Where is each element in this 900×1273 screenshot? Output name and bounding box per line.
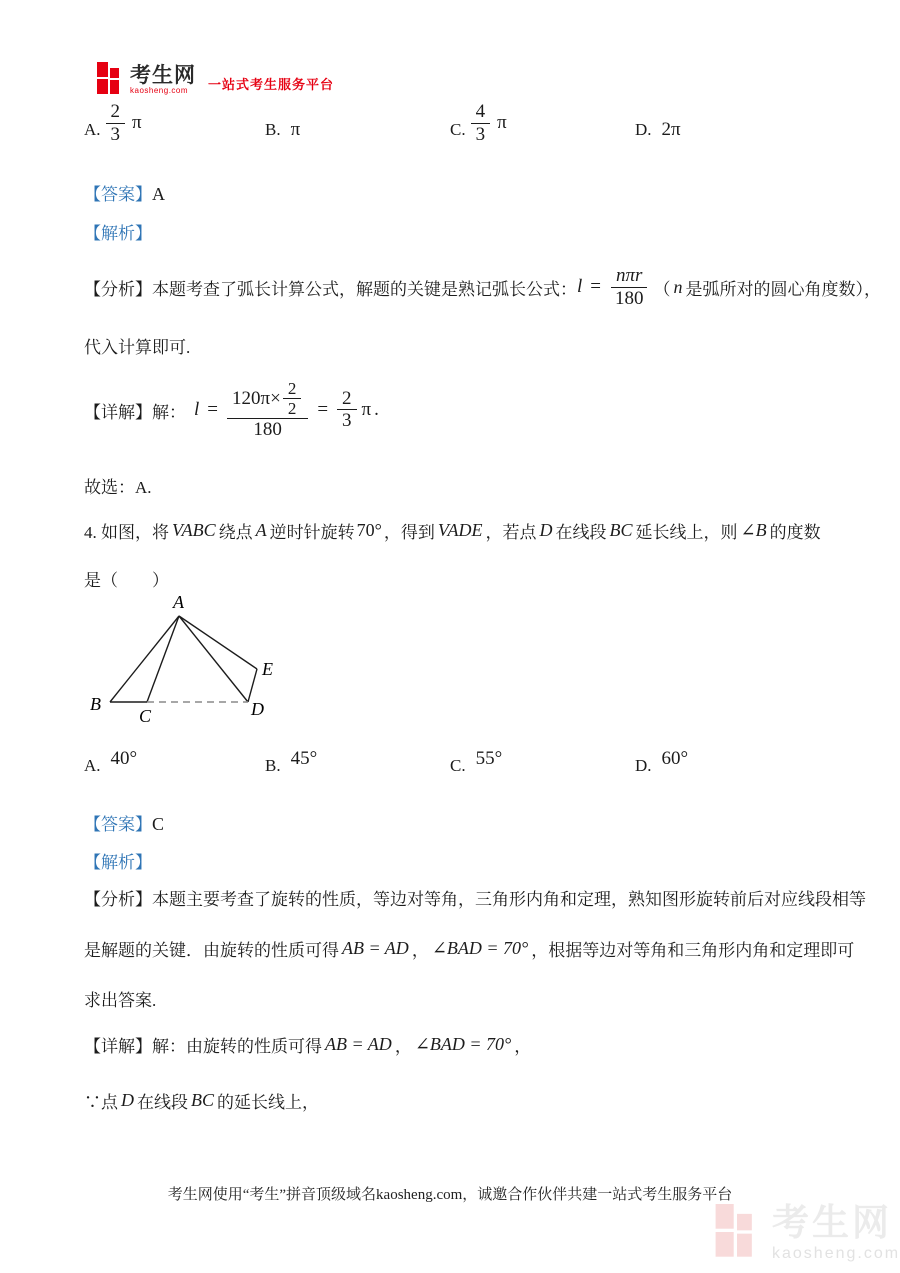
q3-explain-tag: 【解析】 [84, 224, 152, 243]
q3-detail-result-pi: π [361, 398, 372, 420]
q3-detail-result-fraction: $\frac{2}{3}$ [337, 388, 357, 432]
q4-answer-tag: 【答案】 [84, 815, 152, 834]
q3-detail-prefix: 解： [152, 402, 186, 422]
q4-analysis-line2: 是解题的关键．由旋转的性质可得 AB = AD ， ∠BAD = 70° ，根据等边对等角和三角形内角和定理即可 [84, 938, 855, 960]
q3-options-row [84, 98, 864, 148]
watermark-brand-name: 考生网 [772, 1202, 892, 1243]
q3-detail-big-fraction: 120π× $\frac{2}{2}$ 180 [227, 379, 308, 440]
q4-option-c: C. 55° [450, 748, 503, 775]
q3-analysis-var-n: n [673, 276, 683, 297]
q3-option-a [84, 101, 144, 145]
q3-analysis-line [84, 256, 881, 318]
q3-option-a-label: A. [84, 120, 101, 139]
q3-analysis-after-text: 是弧所对的圆心角度数）， [685, 279, 881, 299]
q4-detail-line2: ∵点 D 在线段 BC 的延长线上， [84, 1090, 320, 1112]
figure-label-B: B [90, 694, 101, 714]
q4-answer-line [84, 810, 164, 835]
watermark-brand-domain: kaosheng.com [772, 1245, 900, 1262]
q3-analysis-text: 本题考查了弧长计算公式，解题的关键是熟记弧长公式： [152, 279, 577, 299]
logo-brand-domain: kaosheng.com [130, 86, 189, 96]
q4-analysis-line1: 【分析】本题主要考查了旋转的性质，等边对等角，三角形内角和定理，熟知图形旋转前后对应线段相等 [84, 890, 866, 909]
q3-option-b-value: π [290, 119, 301, 140]
q3-option-a-pi: π [132, 112, 142, 133]
q4-option-b: B. 45° [265, 748, 318, 775]
q3-option-b [265, 119, 300, 141]
q4-rotation-figure [88, 593, 318, 735]
q3-option-c [450, 101, 509, 145]
q3-analysis-paren-open: （ [653, 279, 671, 299]
arc-length-fraction: $\frac{\text{nπr}}{180}$ [610, 265, 649, 309]
figure-label-C: C [139, 706, 152, 726]
kaosheng-logo [95, 62, 334, 96]
q3-explain-line [84, 219, 152, 244]
logo-tagline: 一站式考生服务平台 [208, 77, 335, 92]
q3-analysis-line2: 代入计算即可. [84, 338, 191, 357]
logo-brand-name: 考生网 [130, 64, 196, 88]
q4-options-row [84, 748, 864, 788]
q3-detail-line [84, 366, 379, 454]
q3-option-d-value: 2π [661, 119, 681, 140]
q4-analysis-line3: 求出答案. [84, 991, 157, 1010]
q3-option-c-pi: π [497, 112, 507, 133]
kaosheng-watermark [712, 1204, 900, 1263]
q3-conclusion: 故选：A. [84, 478, 152, 497]
figure-label-E: E [262, 659, 273, 679]
logo-text-block [130, 65, 196, 96]
q4-option-a: A. 40° [84, 748, 138, 775]
q3-answer-tag: 【答案】 [84, 185, 152, 204]
figure-label-A: A [173, 593, 184, 612]
q4-explain-line [84, 848, 152, 873]
q3-option-d [635, 119, 681, 141]
q4-explain-tag: 【解析】 [84, 853, 152, 872]
kaosheng-watermark-icon [712, 1204, 762, 1260]
q4-detail-line1: 【详解】 解：由旋转的性质可得 AB = AD ， ∠BAD = 70° ， [84, 1034, 532, 1056]
arc-length-formula: l = $\frac{\text{nπr}}{180}$ [577, 265, 654, 309]
q3-detail-period: . [374, 398, 379, 420]
watermark-text-block [772, 1204, 900, 1263]
q3-option-b-label: B. [265, 120, 281, 139]
q3-option-a-fraction: $\frac{2}{3}$ [106, 101, 126, 145]
q3-answer-line [84, 180, 165, 205]
q3-answer-value: A [152, 184, 165, 204]
q3-option-c-fraction: $\frac{4}{3}$ [471, 101, 491, 145]
page-footer: 考生网使用“考生”拼音顶级域名kaosheng.com，诚邀合作伙伴共建一站式考生服务平台 [167, 1187, 733, 1203]
q3-detail-formula: l = 120π× $\frac{2}{2}$ 180 = $\frac{2}{3}$ π . [194, 379, 379, 441]
q4-option-d: D. 60° [635, 748, 689, 775]
kaosheng-logo-icon [95, 62, 125, 96]
q4-stem-line1: 4. 如图，将 VABC 绕点 A 逆时针旋转 70° ，得到 VADE ，若点 D 在线段 BC 延长线上，则 ∠B 的度数 [84, 520, 821, 542]
q3-analysis-label: 【分析】 [84, 279, 152, 299]
q3-detail-label: 【详解】 [84, 402, 152, 422]
figure-label-D: D [251, 699, 264, 719]
q4-answer-value: C [152, 814, 165, 834]
q3-detail-inner-fraction: $\frac{2}{2}$ [283, 379, 302, 418]
q4-stem-line2: 是（ ） [84, 571, 169, 590]
q3-option-d-label: D. [635, 120, 652, 139]
q3-option-c-label: C. [450, 120, 466, 139]
